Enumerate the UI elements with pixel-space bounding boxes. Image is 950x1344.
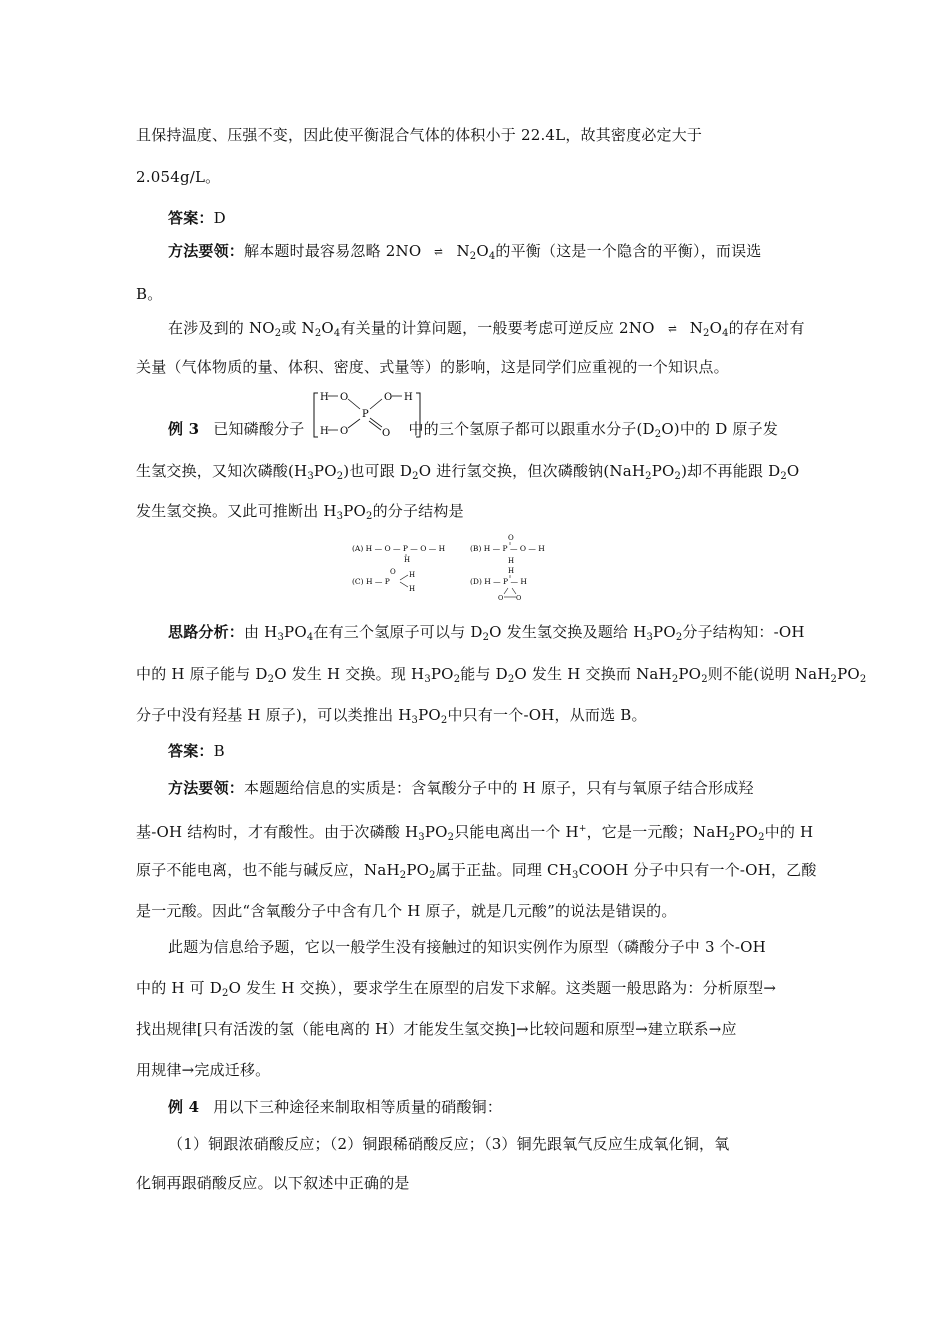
answer-label: 答案： (168, 742, 214, 760)
svg-text:O: O (508, 534, 514, 542)
svg-text:H: H (320, 426, 329, 437)
text-line-21: 中的 H 可 $D_2O$ 发生 H 交换），要求学生在原型的启发下求解。这类题一般思路为：分析原型→ (136, 979, 777, 999)
example-4-line: 例 4 用以下三种途径来制取相等质量的硝酸铜： (168, 1098, 503, 1116)
text-line-22: 找出规律[只有活泼的氢（能电离的 H）才能发生氢交换]→比较问题和原型→建立联系→应 (136, 1020, 737, 1038)
svg-text:H: H (404, 556, 411, 564)
svg-text:O: O (498, 594, 504, 600)
analysis-line: 思路分析：由 $H_3PO_4$在有三个氢原子可以与 $D_2O$ 发生氢交换及题给 $H_3PO_2$分子结构知：-OH (168, 623, 805, 643)
option-b: (B) H — P — O — H (470, 544, 545, 553)
svg-text:H: H (320, 392, 329, 403)
text-line-23: 用规律→完成迁移。 (136, 1061, 271, 1079)
svg-text:O: O (340, 426, 349, 437)
text-line-6: 在涉及到的 $NO_2$或 $N_2O_4$有关量的计算问题，一般要考虑可逆反应 2NO ⇌ $N_2O_4$的存在对有 (168, 319, 805, 339)
text-line-9: 生氢交换，又知次磷酸$(H_3PO_2)$也可跟 $D_2O$ 进行氢交换，但次磷酸钠$(NaH_2PO_2)$却不再能跟 $D_2O$ (136, 462, 800, 482)
method-2: 方法要领：本题题给信息的实质是：含氧酸分子中的 H 原子，只有与氧原子结合形成羟 (168, 779, 754, 797)
svg-text:H: H (508, 567, 515, 575)
method-label: 方法要领： (168, 779, 245, 797)
answer-2 (168, 740, 225, 762)
text-line-18: 原子不能电离，也不能与碱反应，$NaH_2PO_2$属于正盐。同理 $CH_3COOH$ 分子中只有一个-OH，乙酸 (136, 861, 817, 881)
svg-text:P: P (362, 409, 369, 420)
text-line-7: 关量（气体物质的量、体积、密度、式量等）的影响，这是同学们应重视的一个知识点。 (136, 358, 729, 376)
analysis-label: 思路分析： (168, 623, 245, 641)
svg-text:O: O (516, 594, 522, 600)
svg-text:H: H (409, 585, 416, 593)
example-3-label: 例 3 (168, 420, 200, 438)
text-line-25: （1）铜跟浓硝酸反应；（2）铜跟稀硝酸反应；（3）铜先跟氧气反应生成氧化铜，氧 (168, 1135, 730, 1153)
text-line-1: 且保持温度、压强不变，因此使平衡混合气体的体积小于 22.4L，故其密度必定大于 (136, 126, 703, 144)
answer-value: B (213, 742, 225, 760)
svg-text:H: H (409, 571, 416, 579)
text-line-14: 分子中没有羟基 H 原子)，可以类推出 $H_3PO_2$中只有一个-OH，从而选 B。 (136, 706, 647, 726)
answer-options-figure (352, 528, 562, 600)
svg-text:O: O (384, 392, 393, 403)
option-d: (D) H — P — H (470, 577, 527, 586)
answer-1 (168, 207, 226, 229)
method-label: 方法要领： (168, 242, 245, 260)
option-c: (C) H — P (352, 577, 390, 586)
svg-text:H: H (404, 392, 413, 403)
text-line-2: 2.054g/L。 (136, 168, 221, 186)
svg-text:H: H (508, 557, 515, 565)
text-line-10: 发生氢交换。又此可推断出 $H_3PO_2$的分子结构是 (136, 502, 464, 522)
text-line-5: B。 (136, 285, 163, 303)
method-1: 方法要领：解本题时最容易忽略 2NO ⇌ $N_2O_4$的平衡（这是一个隐含的平衡），而误选 (168, 242, 762, 262)
svg-text:O: O (390, 568, 396, 576)
option-a: (A) H — O — P — O — H (352, 544, 446, 553)
answer-label: 答案： (168, 209, 214, 227)
equilibrium-arrow-icon: ⇌ (434, 245, 444, 260)
text-line-19: 是一元酸。因此“含氧酸分子中含有几个 H 原子，就是几元酸”的说法是错误的。 (136, 902, 677, 920)
text-line-26: 化铜再跟硝酸反应。以下叙述中正确的是 (136, 1174, 410, 1192)
equilibrium-arrow-icon: ⇌ (667, 322, 677, 337)
text-line-13: 中的 H 原子能与 $D_2O$ 发生 H 交换。现 $H_3PO_2$能与 $D_2O$ 发生 H 交换而 $NaH_2PO_2$则不能(说明 $NaH_2PO_2$ (136, 665, 867, 685)
example-4-label: 例 4 (168, 1098, 200, 1116)
text-line-17: 基-OH 结构时，才有酸性。由于次磷酸 $H_3PO_2$只能电离出一个 H+，它是一元酸；$NaH_2PO_2$中的 H (136, 823, 814, 843)
example-3-line: 例 3 已知磷酸分子 中的三个氢原子都可以跟重水分子$(D_2O)$中的 D 原子发 (168, 420, 779, 440)
svg-text:O: O (340, 392, 349, 403)
phosphoric-acid-structure (312, 389, 422, 443)
svg-text:O: O (382, 428, 391, 439)
text-line-20: 此题为信息给予题，它以一般学生没有接触过的知识实例作为原型（磷酸分子中 3 个-OH (168, 938, 766, 956)
answer-value: D (213, 209, 226, 227)
